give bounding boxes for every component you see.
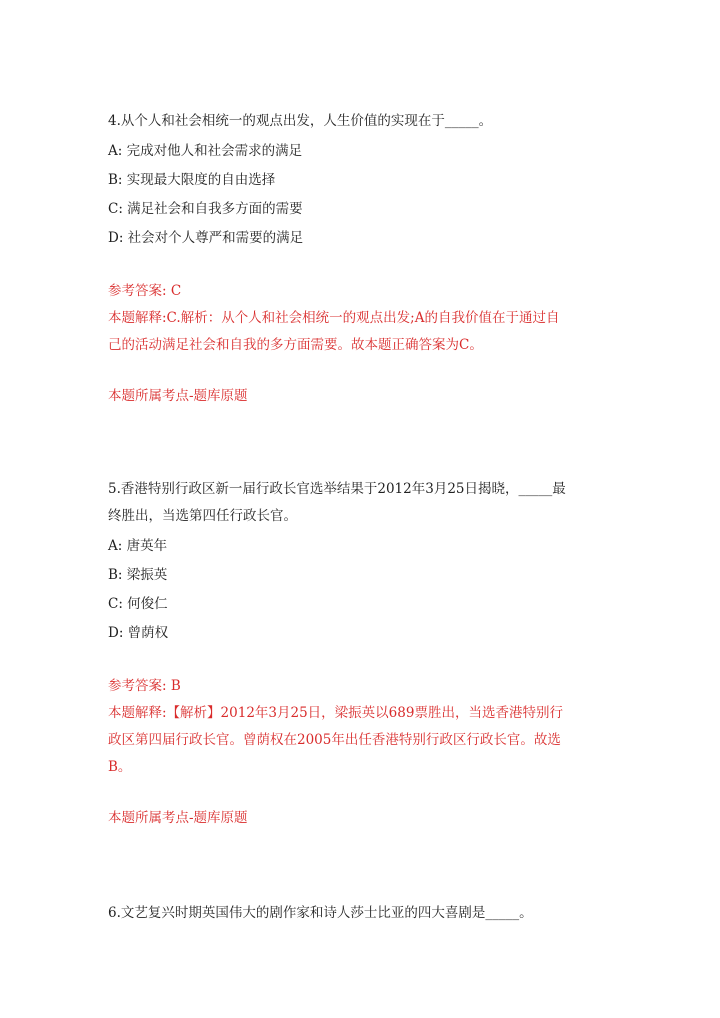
option-c: C: 何俊仁	[108, 596, 168, 612]
question-5	[108, 476, 628, 832]
option-c: C: 满足社会和自我多方面的需要	[108, 201, 303, 217]
topic-tag: 本题所属考点-题库原题	[108, 810, 248, 826]
option-d: D: 社会对个人尊严和需要的满足	[108, 230, 304, 246]
question-4	[108, 108, 628, 410]
answer: 参考答案: B	[108, 678, 181, 694]
explanation-line: 己的活动满足社会和自我的多方面需要。故本题正确答案为C。	[108, 337, 483, 353]
option-b: B: 梁振英	[108, 567, 168, 583]
explanation-line: 本题解释:C.解析：从个人和社会相统一的观点出发;A的自我价值在于通过自	[108, 310, 560, 326]
question-stem-line: 5.香港特别行政区新一届行政长官选举结果于2012年3月25日揭晓，_____最	[108, 481, 566, 497]
explanation	[108, 305, 628, 359]
options-list	[108, 532, 628, 648]
option-a: A: 唐英年	[108, 538, 168, 554]
option-d: D: 曾荫权	[108, 625, 169, 641]
answer: 参考答案: C	[108, 283, 182, 299]
option-a: A: 完成对他人和社会需求的满足	[108, 143, 303, 159]
explanation-line: 本题解释:【解析】2012年3月25日，梁振英以689票胜出，当选香港特别行	[108, 705, 563, 721]
question-6	[108, 900, 628, 927]
question-stem: 6.文艺复兴时期英国伟大的剧作家和诗人莎士比亚的四大喜剧是_____。	[108, 905, 533, 921]
explanation-line: 政区第四届行政长官。曾荫权在2005年出任香港特别行政区行政长官。故选	[108, 732, 561, 748]
question-stem-line: 终胜出，当选第四任行政长官。	[108, 508, 297, 524]
options-list	[108, 137, 628, 253]
option-b: B: 实现最大限度的自由选择	[108, 172, 276, 188]
topic-tag: 本题所属考点-题库原题	[108, 388, 248, 404]
explanation	[108, 700, 628, 781]
question-stem: 4.从个人和社会相统一的观点出发，人生价值的实现在于_____。	[108, 113, 493, 129]
explanation-line: B。	[108, 759, 132, 775]
